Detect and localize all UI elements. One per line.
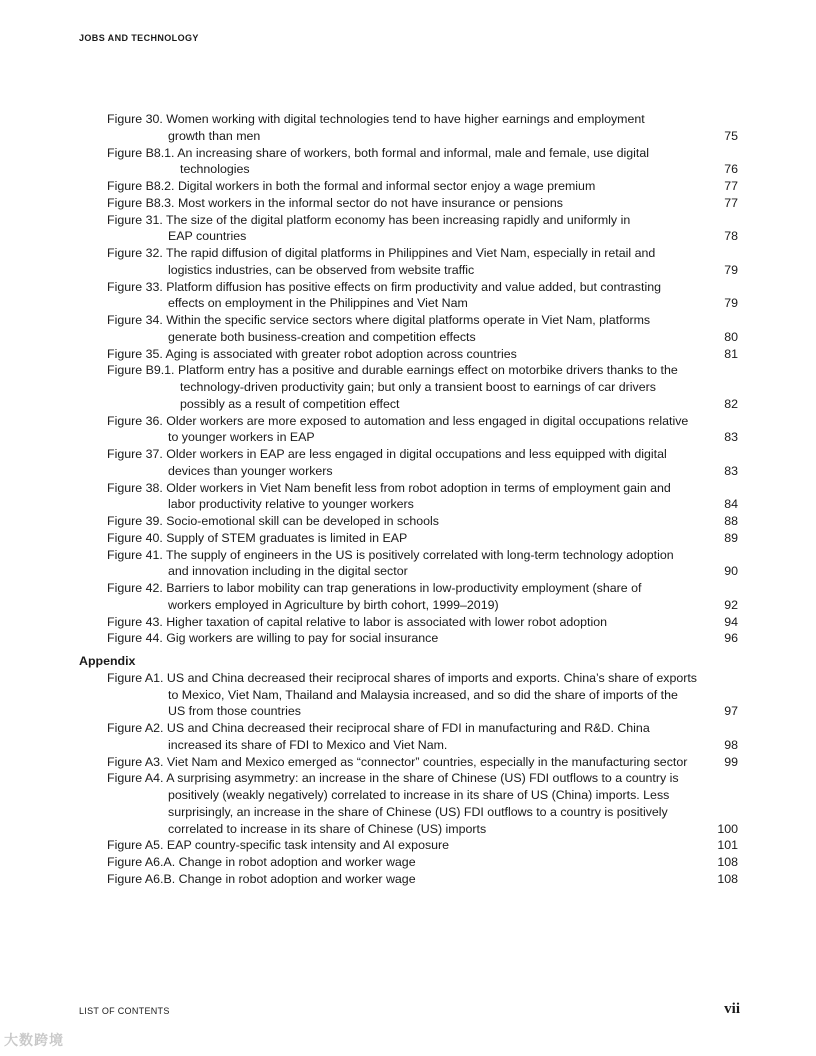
appendix-heading: Appendix: [79, 654, 136, 668]
list-of-figures: [0, 111, 816, 888]
toc-entry[interactable]: [0, 279, 816, 313]
toc-entry-continuation: growth than men: [168, 128, 261, 143]
toc-entry-title: Figure A5. EAP country-specific task intensity and AI exposure: [107, 838, 450, 853]
toc-entry-page: 83: [724, 430, 738, 445]
toc-entry-page: 83: [724, 463, 738, 478]
toc-entry-page: 98: [724, 737, 738, 752]
toc-entry[interactable]: [0, 720, 816, 754]
toc-entry[interactable]: [0, 346, 816, 363]
toc-entry[interactable]: [0, 212, 816, 246]
toc-entry[interactable]: [0, 614, 816, 631]
toc-entry-continuation: US from those countries: [168, 704, 301, 719]
toc-entry-title: Figure 31. The size of the digital platform economy has been increasing rapidly and uniformly in: [107, 212, 631, 227]
appendix-figure-list: [0, 670, 816, 888]
toc-entry-continuation: positively (weakly negatively) correlated to increase in its share of US (China) imports. Less: [168, 788, 670, 802]
figure-list: [0, 111, 816, 647]
toc-entry-continuation: generate both business-creation and competition effects: [168, 329, 476, 344]
toc-entry-page: 108: [717, 855, 738, 869]
toc-entry-continuation: correlated to increase in its share of Chinese (US) imports: [168, 821, 487, 836]
toc-entry[interactable]: [0, 754, 816, 771]
toc-entry-title: Figure 44. Gig workers are willing to pay for social insurance: [107, 631, 439, 646]
toc-entry-continuation: effects on employment in the Philippines and Viet Nam: [168, 296, 468, 311]
toc-entry-continuation: increased its share of FDI to Mexico and Viet Nam.: [168, 737, 448, 752]
toc-entry-page: 81: [724, 346, 738, 361]
toc-entry-page: 82: [724, 396, 738, 411]
toc-entry-title: Figure A1. US and China decreased their reciprocal shares of imports and exports. China’s share of exports: [107, 670, 698, 685]
toc-entry[interactable]: [0, 245, 816, 279]
toc-entry[interactable]: [0, 145, 816, 179]
toc-entry[interactable]: [0, 530, 816, 547]
toc-entry-page: 75: [724, 128, 738, 143]
toc-entry-page: 84: [724, 497, 738, 512]
toc-entry-title: Figure A3. Viet Nam and Mexico emerged as “connector” countries, especially in the manufacturing sector: [107, 754, 688, 769]
toc-entry[interactable]: [0, 362, 816, 412]
toc-entry-title: Figure 36. Older workers are more exposed to automation and less engaged in digital occupations relative: [107, 413, 689, 428]
toc-entry[interactable]: [0, 630, 816, 647]
toc-entry-page: 77: [724, 195, 738, 210]
toc-entry-page: 89: [724, 530, 738, 545]
toc-entry[interactable]: [0, 837, 816, 854]
toc-entry-title: Figure A6.B. Change in robot adoption and worker wage: [107, 871, 416, 886]
toc-entry[interactable]: [0, 580, 816, 614]
toc-entry-title: Figure A6.A. Change in robot adoption and worker wage: [107, 855, 416, 869]
toc-entry-page: 77: [724, 179, 738, 193]
toc-entry[interactable]: [0, 111, 816, 145]
toc-entry-continuation: to younger workers in EAP: [168, 430, 315, 445]
toc-entry-title: Figure 37. Older workers in EAP are less engaged in digital occupations and less equipped with digital: [107, 447, 667, 461]
toc-entry-page: 94: [724, 614, 738, 629]
toc-entry[interactable]: [0, 547, 816, 581]
toc-entry-page: 97: [724, 704, 738, 719]
toc-entry-title: Figure 43. Higher taxation of capital relative to labor is associated with lower robot adoption: [107, 614, 608, 629]
toc-entry[interactable]: [0, 413, 816, 447]
toc-entry-page: 100: [717, 821, 738, 836]
toc-entry-title: Figure 30. Women working with digital technologies tend to have higher earnings and employment: [107, 112, 645, 126]
toc-entry-continuation: possibly as a result of competition effect: [180, 396, 400, 411]
toc-entry-title: Figure 34. Within the specific service sectors where digital platforms operate in Viet Nam, platforms: [107, 313, 651, 327]
toc-entry-title: Figure B8.2. Digital workers in both the formal and informal sector enjoy a wage premium: [107, 179, 596, 193]
toc-entry-title: Figure 39. Socio-emotional skill can be developed in schools: [107, 514, 439, 528]
toc-entry-continuation: logistics industries, can be observed from website traffic: [168, 262, 475, 277]
toc-entry-continuation: EAP countries: [168, 229, 247, 244]
toc-entry-title: Figure 41. The supply of engineers in the US is positively correlated with long-term technology adoption: [107, 547, 674, 562]
toc-entry-continuation: and innovation including in the digital sector: [168, 564, 408, 579]
toc-entry-title: Figure 33. Platform diffusion has positive effects on firm productivity and value added, but contrasting: [107, 279, 661, 294]
toc-entry-page: 92: [724, 597, 738, 612]
toc-entry-page: 88: [724, 514, 738, 528]
toc-entry[interactable]: [0, 770, 816, 837]
page-number: vii: [724, 1001, 740, 1017]
toc-entry-page: 108: [717, 871, 738, 886]
toc-entry-title: Figure 40. Supply of STEM graduates is limited in EAP: [107, 530, 408, 545]
toc-entry-page: 78: [724, 229, 738, 244]
toc-entry[interactable]: [0, 670, 816, 720]
toc-entry-title: Figure 38. Older workers in Viet Nam benefit less from robot adoption in terms of employment gain and: [107, 480, 671, 495]
toc-entry-continuation: technologies: [180, 162, 250, 177]
toc-entry-page: 76: [724, 162, 738, 177]
toc-entry-page: 90: [724, 564, 738, 579]
toc-entry-continuation: technology-driven productivity gain; but only a transient boost to earnings of car drivers: [180, 380, 656, 394]
footer-section-label: LIST OF CONTENTS: [79, 1006, 170, 1016]
toc-entry-title: Figure 35. Aging is associated with greater robot adoption across countries: [107, 346, 517, 361]
toc-entry-title: Figure B9.1. Platform entry has a positive and durable earnings effect on motorbike drivers thanks to the: [107, 363, 678, 378]
toc-entry-page: 101: [717, 838, 738, 853]
toc-entry-title: Figure B8.1. An increasing share of workers, both formal and informal, male and female, use digital: [107, 145, 650, 160]
toc-entry[interactable]: [0, 480, 816, 514]
toc-entry-continuation: labor productivity relative to younger workers: [168, 497, 414, 512]
watermark-logo: 大数跨境: [4, 1032, 64, 1048]
toc-entry-title: Figure B8.3. Most workers in the informal sector do not have insurance or pensions: [107, 195, 563, 210]
toc-entry[interactable]: [0, 195, 816, 212]
toc-entry-continuation: workers employed in Agriculture by birth cohort, 1999–2019): [168, 597, 499, 612]
toc-entry-continuation: devices than younger workers: [168, 463, 333, 478]
toc-entry-title: Figure 42. Barriers to labor mobility can trap generations in low-productivity employment (share of: [107, 581, 642, 595]
toc-entry[interactable]: [0, 178, 816, 195]
toc-entry-page: 80: [724, 329, 738, 344]
toc-entry[interactable]: [0, 854, 816, 871]
toc-entry-page: 79: [724, 296, 738, 311]
toc-entry[interactable]: [0, 513, 816, 530]
toc-entry[interactable]: [0, 871, 816, 888]
toc-entry-title: Figure A2. US and China decreased their reciprocal share of FDI in manufacturing and R&D. China: [107, 721, 650, 735]
toc-entry[interactable]: [0, 446, 816, 480]
toc-entry[interactable]: [0, 312, 816, 346]
toc-entry-title: Figure A4. A surprising asymmetry: an increase in the share of Chinese (US) FDI outflows to a country is: [107, 771, 679, 786]
toc-entry-page: 96: [724, 631, 738, 646]
toc-entry-page: 79: [724, 262, 738, 277]
toc-entry-page: 99: [724, 754, 738, 769]
toc-entry-continuation: surprisingly, an increase in the share of Chinese (US) FDI outflows to a country is positively: [168, 804, 668, 819]
toc-entry-continuation: to Mexico, Viet Nam, Thailand and Malaysia increased, and so did the share of imports of the: [168, 687, 678, 702]
running-head: JOBS AND TECHNOLOGY: [79, 33, 199, 43]
toc-entry-title: Figure 32. The rapid diffusion of digital platforms in Philippines and Viet Nam, especially in retail and: [107, 246, 656, 260]
